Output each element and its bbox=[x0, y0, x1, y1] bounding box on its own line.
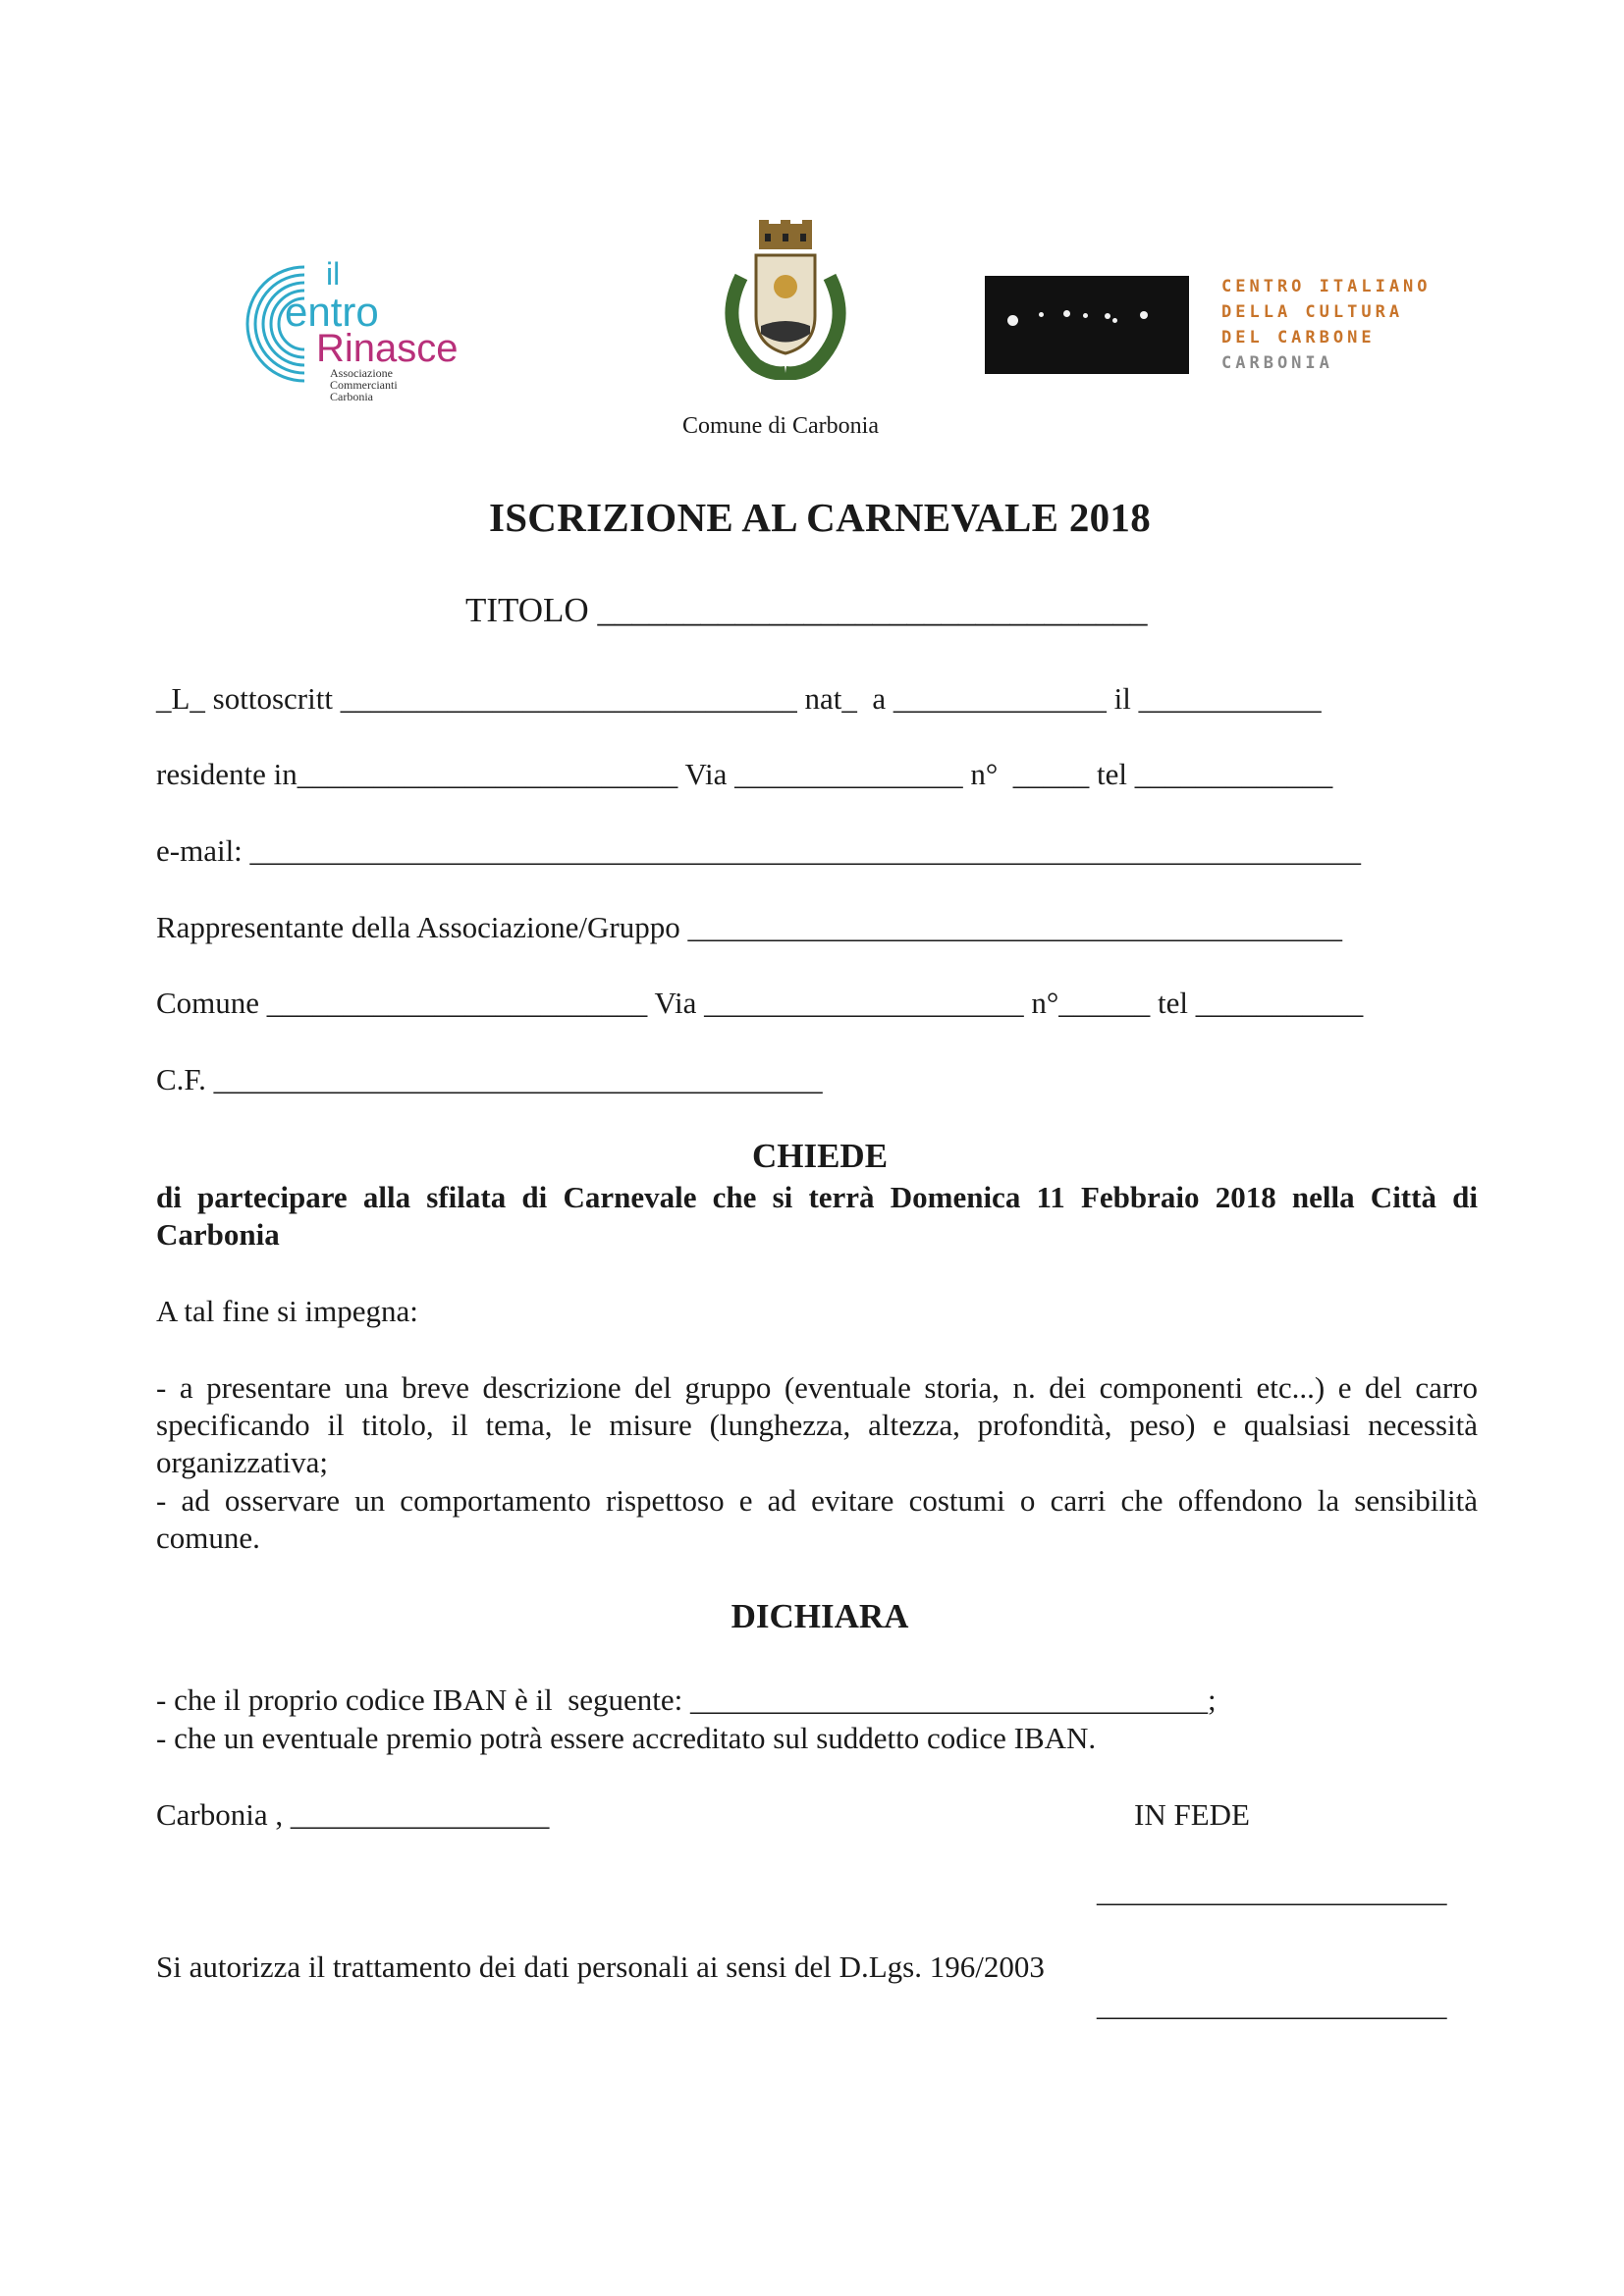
residente-line[interactable]: residente in_________________________ Via _______________ n° _____ tel _____________ bbox=[156, 757, 1333, 791]
cic-line-3: DEL CARBONE bbox=[1221, 328, 1376, 347]
page-title: ISCRIZIONE AL CARNEVALE 2018 bbox=[488, 495, 1152, 540]
email-line[interactable]: e-mail: _________________________________________________________________________ bbox=[156, 833, 1362, 868]
logo-left-entro: entro bbox=[285, 289, 379, 335]
cic-logo-text bbox=[1221, 274, 1432, 376]
carbon-dots-logo bbox=[985, 276, 1189, 374]
cic-line-1: CENTRO ITALIANO bbox=[1221, 277, 1432, 296]
comune-line[interactable]: Comune _________________________ Via _____________________ n°______ tel ___________ bbox=[156, 986, 1364, 1020]
place-date-line[interactable]: Carbonia , _________________ bbox=[156, 1797, 550, 1832]
logo-left-assoc: Associazione bbox=[330, 366, 393, 380]
logo-left-rinasce: Rinasce bbox=[316, 327, 459, 370]
impegno-item-1: - a presentare una breve descrizione del gruppo (eventuale storia, n. dei componenti etc...) e del carro specificando il titolo, il tema, le misure (lunghezza, altezza, profondità, peso) e qualsiasi necessità organizzativa; bbox=[156, 1370, 1478, 1479]
cic-line-4: CARBONIA bbox=[1221, 353, 1333, 373]
privacy-statement: Si autorizza il trattamento dei dati personali ai sensi del D.Lgs. 196/2003 bbox=[156, 1949, 1045, 1984]
impegna-intro: A tal fine si impegna: bbox=[156, 1294, 418, 1328]
cic-line-2: DELLA CULTURA bbox=[1221, 302, 1404, 322]
chiede-statement: di partecipare alla sfilata di Carnevale che si terrà Domenica 11 Febbraio 2018 nella Città di Carbonia bbox=[156, 1180, 1478, 1252]
dichiara-heading: DICHIARA bbox=[731, 1597, 909, 1635]
iban-line[interactable]: - che il proprio codice IBAN è il seguente: __________________________________; bbox=[156, 1682, 1217, 1717]
in-fede-label: IN FEDE bbox=[1134, 1797, 1250, 1832]
premio-line: - che un eventuale premio potrà essere accreditato sul suddetto codice IBAN. bbox=[156, 1721, 1097, 1755]
rappresentante-line[interactable]: Rappresentante della Associazione/Gruppo ___________________________________________ bbox=[156, 910, 1342, 944]
centro-rinasce-logo bbox=[228, 245, 483, 402]
crest-caption: Comune di Carbonia bbox=[682, 413, 879, 439]
logo-left-comm: Commercianti bbox=[330, 378, 398, 392]
logo-left-carbonia: Carbonia bbox=[330, 390, 373, 402]
titolo-field[interactable]: TITOLO ________________________________ bbox=[465, 591, 1148, 629]
comune-crest bbox=[712, 218, 859, 380]
sottoscritto-line[interactable]: _L_ sottoscritt ______________________________ nat_ a ______________ il ____________ bbox=[156, 681, 1322, 716]
logo-left-il: il bbox=[326, 256, 341, 292]
impegno-item-2: - ad osservare un comportamento rispettoso e ad evitare costumi o carri che offendono la sensibilità comune. bbox=[156, 1483, 1478, 1555]
cf-line[interactable]: C.F. ________________________________________ bbox=[156, 1062, 823, 1096]
chiede-heading: CHIEDE bbox=[751, 1137, 889, 1175]
signature-line-2[interactable]: _______________________ bbox=[1097, 1988, 1447, 2022]
signature-line-1[interactable]: _______________________ bbox=[1097, 1874, 1447, 1908]
